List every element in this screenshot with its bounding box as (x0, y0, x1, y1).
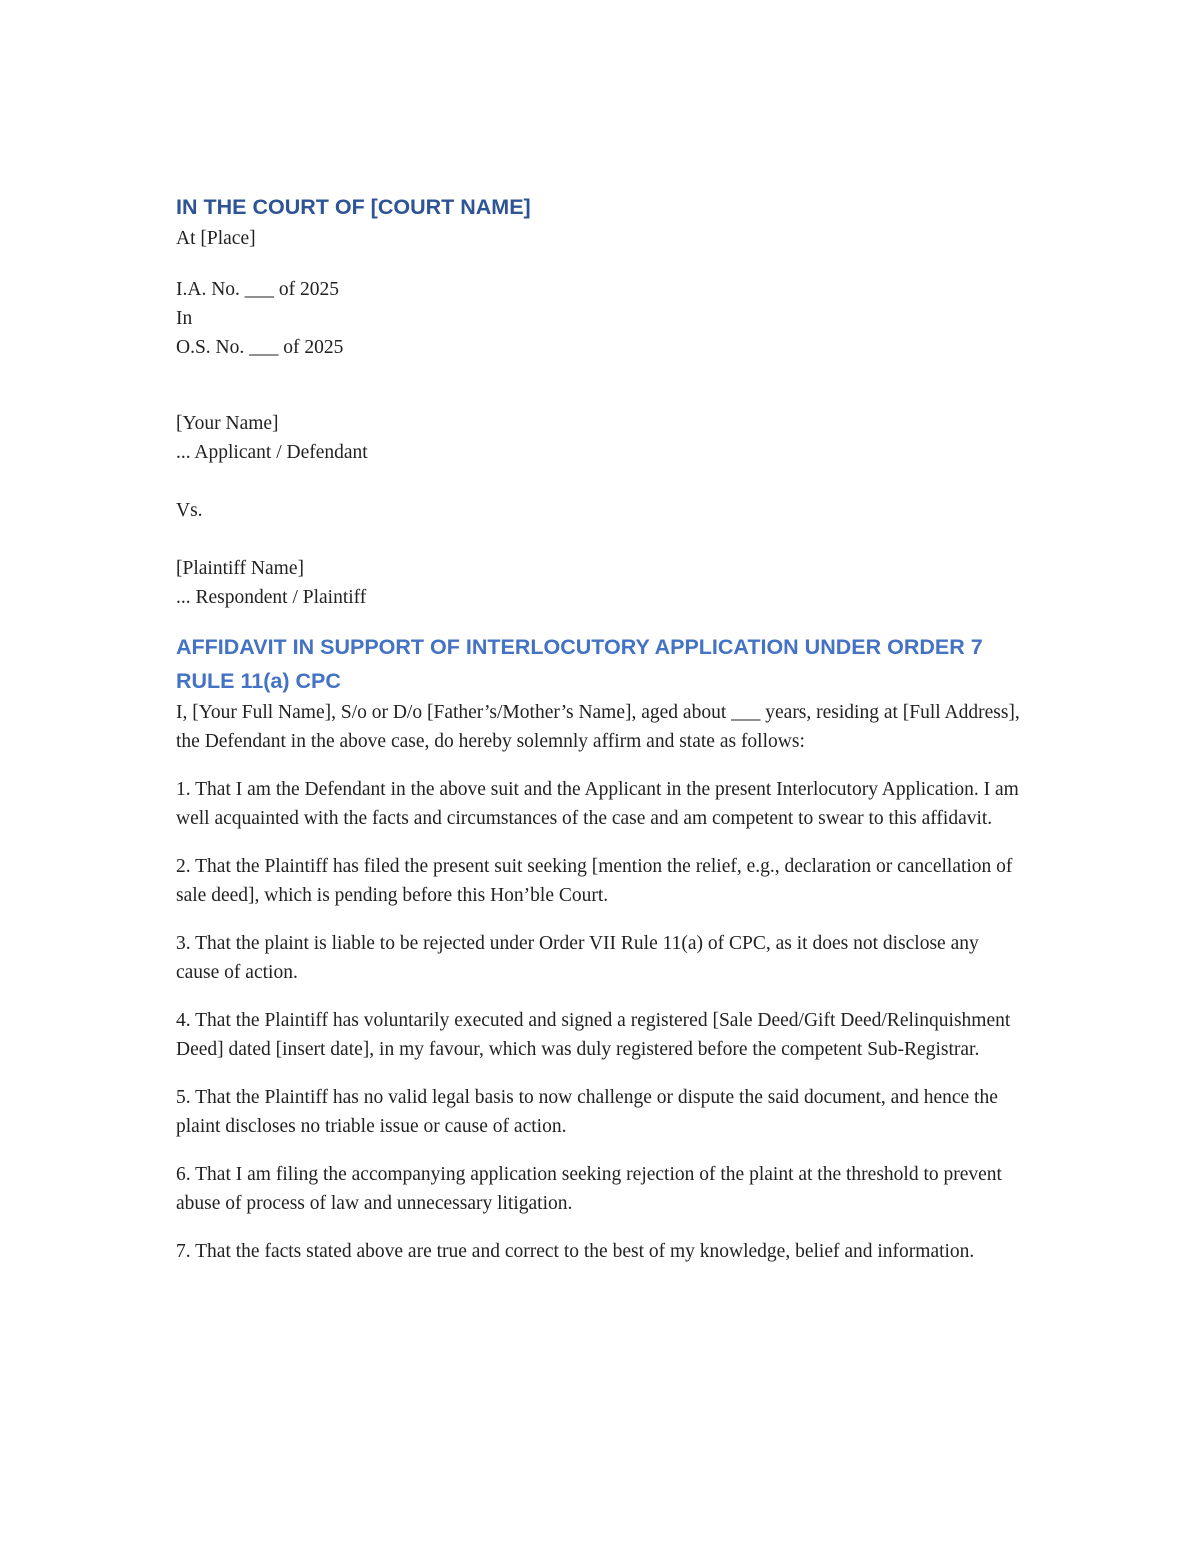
affidavit-title-line-1: AFFIDAVIT IN SUPPORT OF INTERLOCUTORY APPLICATION UNDER ORDER 7 (176, 635, 983, 659)
applicant-role: ... Applicant / Defendant (176, 442, 368, 463)
paragraph-3: 3. That the plaint is liable to be rejected under Order VII Rule 11(a) of CPC, as it does not disclose any cause of action. (176, 933, 979, 983)
versus-line: Vs. (176, 500, 203, 521)
court-heading: IN THE COURT OF [COURT NAME] (176, 195, 531, 219)
place-line: At [Place] (176, 228, 256, 249)
paragraph-1: 1. That I am the Defendant in the above suit and the Applicant in the present Interlocutory Application. I am well acquainted with the facts and circumstances of the case and am competent to swear to this affidavit. (176, 779, 1019, 829)
paragraph-7: 7. That the facts stated above are true and correct to the best of my knowledge, belief and information. (176, 1241, 975, 1262)
ia-number: I.A. No. ___ of 2025 (176, 279, 340, 300)
os-number: O.S. No. ___ of 2025 (176, 337, 344, 358)
intro-paragraph: I, [Your Full Name], S/o or D/o [Father’s/Mother’s Name], aged about ___ years, residing at [Full Address], the Defendant in the above case, do hereby solemnly affirm and state as follows: (176, 702, 1020, 752)
paragraph-2: 2. That the Plaintiff has filed the present suit seeking [mention the relief, e.g., declaration or cancellation of sale deed], which is pending before this Hon’ble Court. (176, 856, 1013, 906)
affidavit-title (176, 630, 1026, 698)
paragraph-5: 5. That the Plaintiff has no valid legal basis to now challenge or dispute the said document, and hence the plaint discloses no triable issue or cause of action. (176, 1087, 998, 1137)
document-page (176, 190, 1026, 1285)
respondent-role: ... Respondent / Plaintiff (176, 587, 367, 608)
paragraph-4: 4. That the Plaintiff has voluntarily executed and signed a registered [Sale Deed/Gift Deed/Relinquishment Deed] dated [insert date], in my favour, which was duly registered before the competent Sub-Registrar. (176, 1010, 1011, 1060)
in-line: In (176, 308, 193, 329)
affidavit-title-line-2: RULE 11(a) CPC (176, 669, 341, 693)
paragraph-6: 6. That I am filing the accompanying application seeking rejection of the plaint at the threshold to prevent abuse of process of law and unnecessary litigation. (176, 1164, 1002, 1214)
respondent-name: [Plaintiff Name] (176, 558, 304, 579)
applicant-name: [Your Name] (176, 413, 279, 434)
